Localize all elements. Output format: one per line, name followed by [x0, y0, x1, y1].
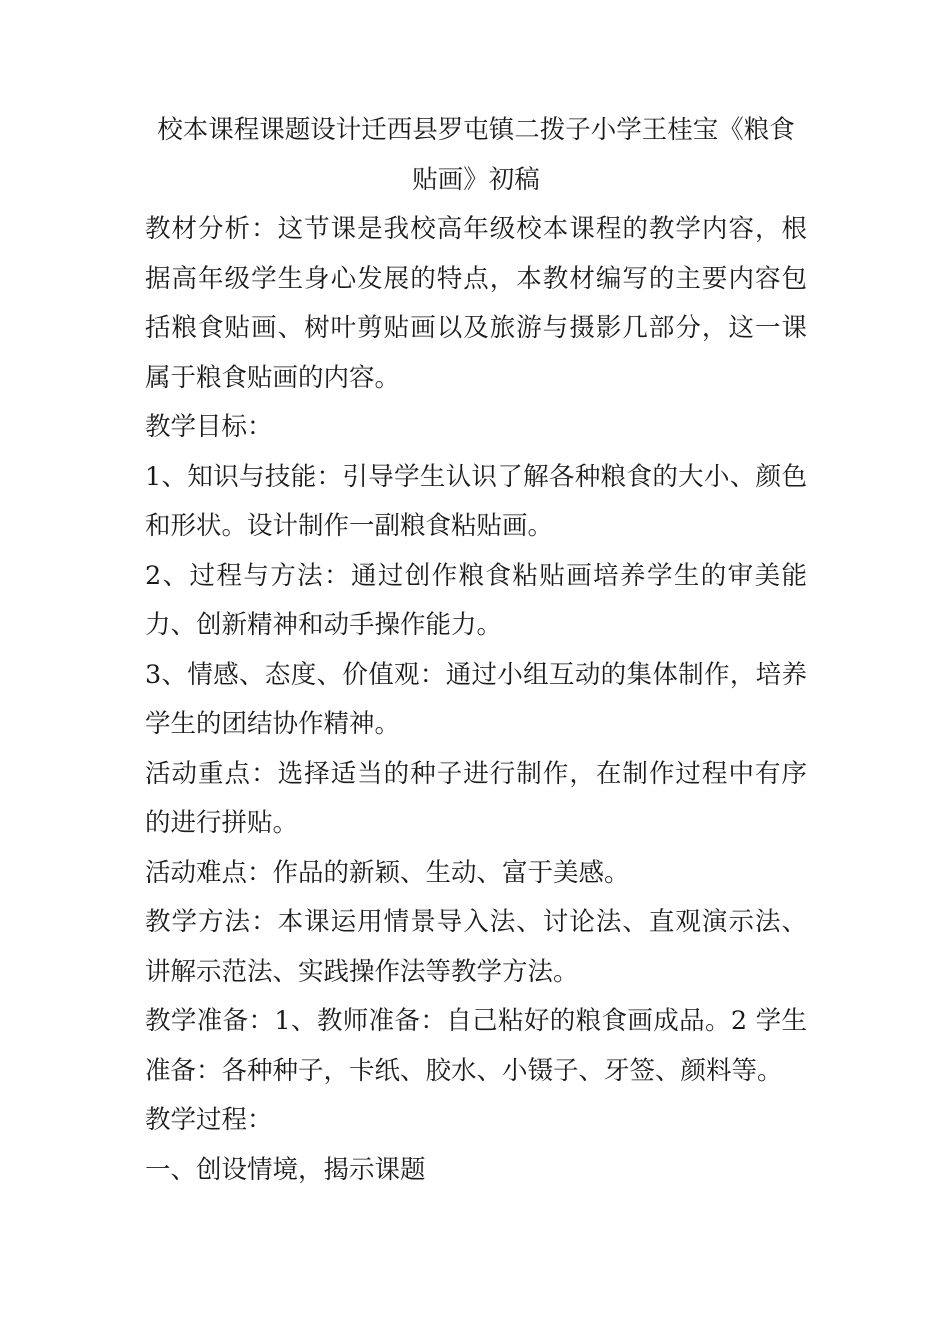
paragraph-difficulties: 活动难点：作品的新颖、生动、富于美感。 — [145, 857, 630, 888]
paragraph-section-one-heading: 一、创设情境，揭示课题 — [145, 1154, 426, 1185]
paragraph-teaching-process-heading: 教学过程： — [145, 1105, 273, 1135]
paragraph-teaching-goals-heading: 教学目标： — [145, 412, 273, 442]
paragraph-teaching-methods: 教学方法：本课运用情景导入法、讨论法、直观演示法、讲解示范法、实践操作法等教学方法。 — [145, 907, 807, 987]
paragraph-goal-process-methods: 2、过程与方法：通过创作粮食粘贴画培养学生的审美能力、创新精神和动手操作能力。 — [145, 560, 807, 640]
paragraph-textbook-analysis: 教材分析：这节课是我校高年级校本课程的教学内容，根据高年级学生身心发展的特点，本教材编写的主要内容包括粮食贴画、树叶剪贴画以及旅游与摄影几部分，这一课属于粮食贴画的内容。 — [145, 214, 807, 393]
document-body — [145, 106, 807, 1195]
paragraph-goal-knowledge-skills: 1、知识与技能：引导学生认识了解各种粮食的大小、颜色和形状。设计制作一副粮食粘贴画。 — [145, 461, 807, 541]
paragraph-teaching-preparation: 教学准备：1、教师准备：自己粘好的粮食画成品。2 学生准备：各种种子，卡纸、胶水、小镊子、牙签、颜料等。 — [145, 1006, 807, 1086]
paragraph-goal-emotion-values: 3、情感、态度、价值观：通过小组互动的集体制作，培养学生的团结协作精神。 — [145, 659, 807, 739]
document-title: 校本课程课题设计迁西县罗屯镇二拨子小学王桂宝《粮食贴画》初稿 — [157, 115, 795, 195]
paragraph-key-points: 活动重点：选择适当的种子进行制作，在制作过程中有序的进行拼贴。 — [145, 758, 807, 838]
